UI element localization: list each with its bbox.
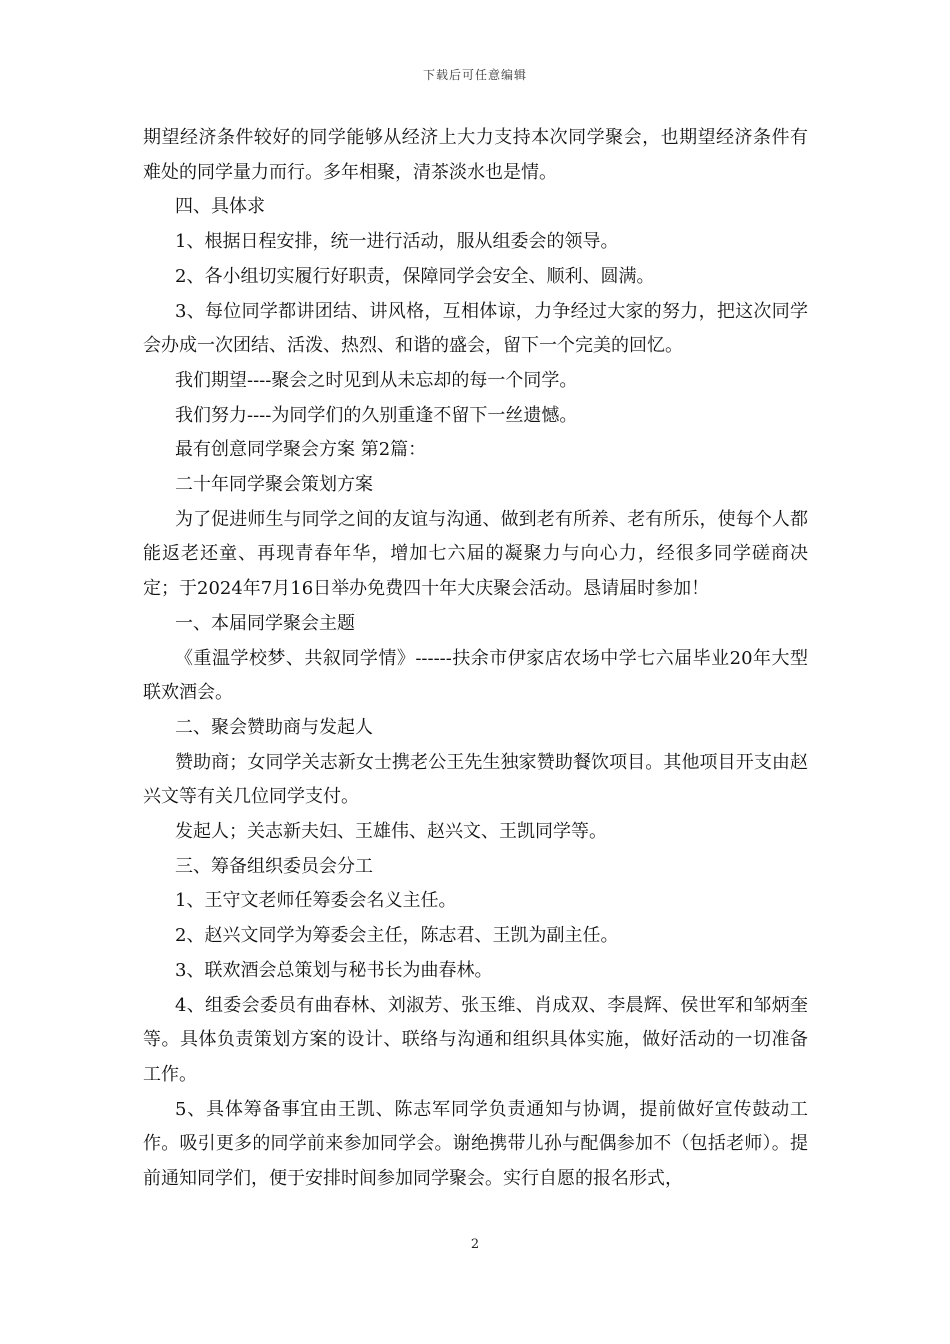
heading-committee: 三、筹备组织委员会分工 [175,855,373,877]
page-header: 下载后可任意编辑 [422,68,527,82]
paragraph-funding-expectation: 期望经济条件较好的同学能够从经济上大力支持本次同学聚会，也期望经济条件有难处的同学量力而行。多年相聚，清茶淡水也是情。 [143,127,808,183]
document-body [143,121,808,1197]
heading-sponsors: 二、聚会赞助商与发起人 [175,716,373,738]
paragraph-committee-3: 3、联欢酒会总策划与秘书长为曲春林。 [175,959,493,981]
paragraph-committee-1: 1、王守文老师任筹委会名义主任。 [175,890,457,912]
paragraph-initiators: 发起人；关志新夫妇、王雄伟、赵兴文、王凯同学等。 [175,821,607,843]
plan-title: 二十年同学聚会策划方案 [175,474,373,496]
paragraph-our-hope: 我们期望----聚会之时见到从未忘却的每一个同学。 [175,369,578,391]
paragraph-our-effort: 我们努力----为同学们的久别重逢不留下一丝遗憾。 [175,404,578,426]
heading-theme: 一、本届同学聚会主题 [175,612,355,634]
heading-specific-requirements: 四、具体求 [175,196,265,218]
paragraph-committee-2: 2、赵兴文同学为筹委会主任，陈志君、王凯为副主任。 [175,925,619,947]
section-title-plan-2: 最有创意同学聚会方案 第2篇： [175,439,427,461]
paragraph-requirement-1: 1、根据日程安排，统一进行活动，服从组委会的领导。 [175,231,619,253]
paragraph-requirement-2: 2、各小组切实履行好职责，保障同学会安全、顺利、圆满。 [175,265,655,287]
paragraph-sponsors: 赞助商；女同学关志新女士携老公王先生独家赞助餐饮项目。其他项目开支由赵兴文等有关几位同学支付。 [143,751,808,808]
paragraph-requirement-3: 3、每位同学都讲团结、讲风格，互相体谅，力争经过大家的努力，把这次同学会办成一次团结、活泼、热烈、和谐的盛会，留下一个完美的回忆。 [143,300,808,357]
paragraph-theme: 《重温学校梦、共叙同学情》------扶余市伊家店农场中学七六届毕业20年大型联欢酒会。 [143,647,808,704]
paragraph-committee-5: 5、具体筹备事宜由王凯、陈志军同学负责通知与协调，提前做好宣传鼓动工作。吸引更多的同学前来参加同学会。谢绝携带儿孙与配偶参加不（包括老师）。提前通知同学们，便于安排时间参加同学聚会。实行自愿的报名形式， [143,1098,808,1190]
page-number: 2 [470,1237,480,1252]
paragraph-introduction: 为了促进师生与同学之间的友谊与沟通、做到老有所养、老有所乐，使每个人都能返老还童、再现青春年华，增加七六届的凝聚力与向心力，经很多同学磋商决定；于2024年7月16日举办免费四十年大庆聚会活动。恳请届时参加！ [143,508,808,600]
paragraph-committee-4: 4、组委会委员有曲春林、刘淑芳、张玉维、肖成双、李晨辉、侯世军和邹炳奎等。具体负责策划方案的设计、联络与沟通和组织具体实施，做好活动的一切准备工作。 [143,994,808,1085]
